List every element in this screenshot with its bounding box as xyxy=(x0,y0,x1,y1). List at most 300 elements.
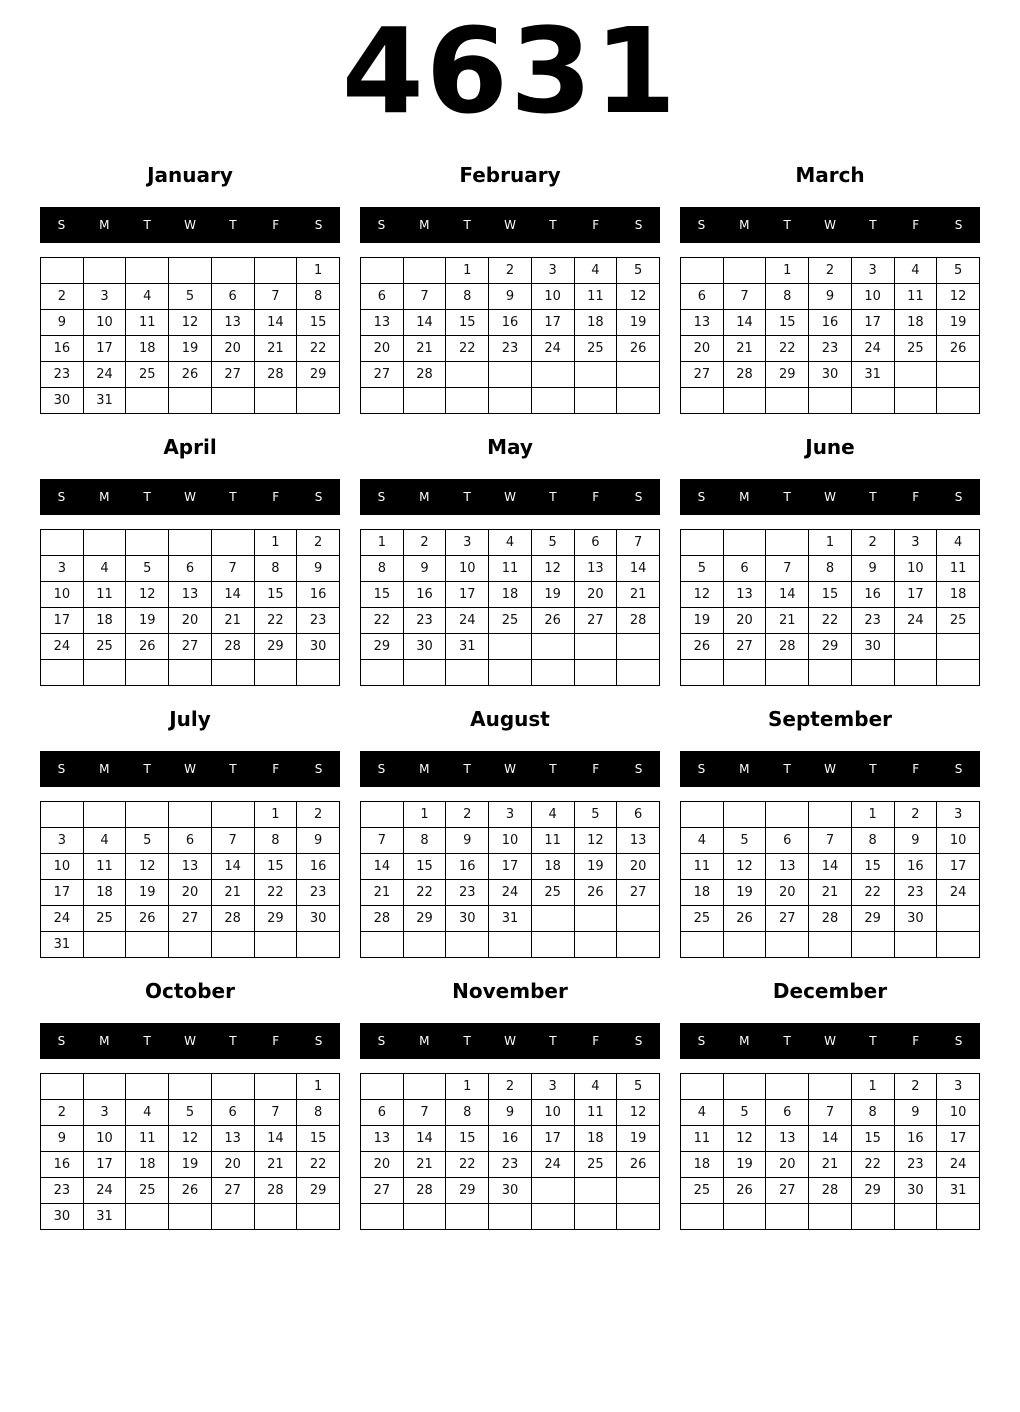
weekday-header-bar xyxy=(680,479,980,515)
empty-day-cell xyxy=(681,802,724,828)
day-cell: 22 xyxy=(297,1152,340,1178)
weekday-label: F xyxy=(592,1034,600,1048)
day-cell: 21 xyxy=(254,1152,297,1178)
empty-day-cell xyxy=(169,660,212,686)
empty-day-cell xyxy=(894,634,937,660)
week-row xyxy=(361,828,660,854)
empty-day-cell xyxy=(169,1074,212,1100)
day-cell: 31 xyxy=(489,906,532,932)
weekday-header-bar xyxy=(40,479,340,515)
weekday-label: S xyxy=(314,218,323,232)
day-cell: 16 xyxy=(851,582,894,608)
day-cell: 22 xyxy=(809,608,852,634)
week-row xyxy=(361,660,660,686)
day-cell: 17 xyxy=(83,336,126,362)
day-cell: 28 xyxy=(254,362,297,388)
weekday-label: S xyxy=(377,762,386,776)
day-cell: 10 xyxy=(446,556,489,582)
empty-day-cell xyxy=(254,932,297,958)
day-cell: 21 xyxy=(211,608,254,634)
day-cell: 21 xyxy=(809,1152,852,1178)
empty-day-cell xyxy=(574,1204,617,1230)
week-row xyxy=(681,284,980,310)
weekday-label: S xyxy=(634,490,643,504)
empty-day-cell xyxy=(254,258,297,284)
month-title: December xyxy=(772,979,888,1003)
weekday-label: T xyxy=(783,762,791,776)
day-cell: 6 xyxy=(211,284,254,310)
day-cell: 13 xyxy=(169,854,212,880)
empty-day-cell xyxy=(403,1074,446,1100)
day-cell: 23 xyxy=(403,608,446,634)
day-cell: 2 xyxy=(41,284,84,310)
weekday-label: F xyxy=(592,218,600,232)
day-cell: 16 xyxy=(809,310,852,336)
day-cell: 27 xyxy=(723,634,766,660)
day-cell: 8 xyxy=(851,1100,894,1126)
day-cell: 15 xyxy=(851,1126,894,1152)
empty-day-cell xyxy=(937,1204,980,1230)
day-cell: 29 xyxy=(361,634,404,660)
empty-day-cell xyxy=(489,362,532,388)
empty-day-cell xyxy=(574,906,617,932)
day-cell: 26 xyxy=(126,634,169,660)
week-row xyxy=(681,1152,980,1178)
weekday-label: M xyxy=(739,218,750,232)
day-cell: 30 xyxy=(297,906,340,932)
weekday-label: F xyxy=(912,1034,920,1048)
day-cell: 8 xyxy=(809,556,852,582)
empty-day-cell xyxy=(83,932,126,958)
day-cell: 15 xyxy=(297,1126,340,1152)
empty-day-cell xyxy=(83,530,126,556)
day-cell: 22 xyxy=(297,336,340,362)
month-day-grid xyxy=(40,529,340,686)
week-row xyxy=(41,854,340,880)
day-cell: 19 xyxy=(126,608,169,634)
day-cell: 15 xyxy=(851,854,894,880)
week-row xyxy=(41,932,340,958)
week-row xyxy=(361,932,660,958)
month-title: February xyxy=(459,163,561,187)
day-cell: 14 xyxy=(809,1126,852,1152)
empty-day-cell xyxy=(446,932,489,958)
empty-day-cell xyxy=(851,660,894,686)
empty-day-cell xyxy=(937,362,980,388)
day-cell: 1 xyxy=(446,1074,489,1100)
day-cell: 22 xyxy=(403,880,446,906)
day-cell: 5 xyxy=(723,1100,766,1126)
day-cell: 31 xyxy=(937,1178,980,1204)
weekday-label: T xyxy=(869,490,877,504)
day-cell: 30 xyxy=(851,634,894,660)
day-cell: 6 xyxy=(211,1100,254,1126)
empty-day-cell xyxy=(809,388,852,414)
day-cell: 21 xyxy=(403,1152,446,1178)
empty-day-cell xyxy=(617,1204,660,1230)
weekday-label: T xyxy=(869,1034,877,1048)
weekday-label: T xyxy=(549,490,557,504)
week-row xyxy=(41,362,340,388)
day-cell: 3 xyxy=(531,1074,574,1100)
day-cell: 7 xyxy=(809,828,852,854)
weekday-header-bar xyxy=(40,1023,340,1059)
day-cell: 4 xyxy=(681,1100,724,1126)
day-cell: 19 xyxy=(617,310,660,336)
empty-day-cell xyxy=(446,1204,489,1230)
day-cell: 22 xyxy=(254,608,297,634)
week-row xyxy=(681,880,980,906)
day-cell: 15 xyxy=(254,582,297,608)
empty-day-cell xyxy=(361,932,404,958)
day-cell: 20 xyxy=(766,1152,809,1178)
empty-day-cell xyxy=(297,1204,340,1230)
month-day-grid xyxy=(680,1073,980,1230)
empty-day-cell xyxy=(169,388,212,414)
day-cell: 6 xyxy=(766,828,809,854)
empty-day-cell xyxy=(937,660,980,686)
day-cell: 11 xyxy=(531,828,574,854)
day-cell: 9 xyxy=(809,284,852,310)
day-cell: 8 xyxy=(403,828,446,854)
day-cell: 12 xyxy=(531,556,574,582)
empty-day-cell xyxy=(211,1204,254,1230)
day-cell: 20 xyxy=(169,880,212,906)
day-cell: 5 xyxy=(574,802,617,828)
day-cell: 15 xyxy=(766,310,809,336)
day-cell: 14 xyxy=(766,582,809,608)
month-title: July xyxy=(169,707,211,731)
month-title: November xyxy=(452,979,568,1003)
week-row xyxy=(361,530,660,556)
week-row xyxy=(41,336,340,362)
day-cell: 30 xyxy=(446,906,489,932)
day-cell: 3 xyxy=(531,258,574,284)
day-cell: 7 xyxy=(617,530,660,556)
day-cell: 23 xyxy=(489,1152,532,1178)
month-march xyxy=(680,161,980,414)
week-row xyxy=(41,1204,340,1230)
day-cell: 20 xyxy=(361,336,404,362)
empty-day-cell xyxy=(211,802,254,828)
week-row xyxy=(681,1074,980,1100)
day-cell: 13 xyxy=(723,582,766,608)
day-cell: 30 xyxy=(489,1178,532,1204)
day-cell: 30 xyxy=(403,634,446,660)
day-cell: 4 xyxy=(894,258,937,284)
day-cell: 28 xyxy=(361,906,404,932)
day-cell: 12 xyxy=(169,310,212,336)
day-cell: 27 xyxy=(766,1178,809,1204)
day-cell: 18 xyxy=(574,1126,617,1152)
day-cell: 6 xyxy=(681,284,724,310)
day-cell: 31 xyxy=(83,1204,126,1230)
weekday-label: S xyxy=(57,218,66,232)
weekday-label: M xyxy=(739,1034,750,1048)
weekday-label: M xyxy=(419,218,430,232)
day-cell: 28 xyxy=(766,634,809,660)
day-cell: 22 xyxy=(851,880,894,906)
day-cell: 12 xyxy=(126,582,169,608)
week-row xyxy=(681,854,980,880)
day-cell: 7 xyxy=(361,828,404,854)
week-row xyxy=(681,906,980,932)
day-cell: 14 xyxy=(361,854,404,880)
month-october xyxy=(40,977,340,1230)
day-cell: 27 xyxy=(574,608,617,634)
empty-day-cell xyxy=(617,388,660,414)
weekday-header-bar xyxy=(360,479,660,515)
week-row xyxy=(681,660,980,686)
day-cell: 28 xyxy=(254,1178,297,1204)
day-cell: 29 xyxy=(809,634,852,660)
week-row xyxy=(361,336,660,362)
day-cell: 31 xyxy=(851,362,894,388)
weekday-label: M xyxy=(739,490,750,504)
empty-day-cell xyxy=(126,1204,169,1230)
empty-day-cell xyxy=(254,1074,297,1100)
day-cell: 5 xyxy=(681,556,724,582)
weekday-header-bar xyxy=(680,1023,980,1059)
day-cell: 4 xyxy=(489,530,532,556)
weekday-label: M xyxy=(99,490,110,504)
weekday-label: S xyxy=(377,1034,386,1048)
weekday-label: W xyxy=(824,762,836,776)
weekday-header-bar xyxy=(360,751,660,787)
week-row xyxy=(361,854,660,880)
week-row xyxy=(361,582,660,608)
week-row xyxy=(41,660,340,686)
empty-day-cell xyxy=(361,1204,404,1230)
weekday-label: T xyxy=(229,1034,237,1048)
day-cell: 10 xyxy=(489,828,532,854)
day-cell: 17 xyxy=(489,854,532,880)
day-cell: 21 xyxy=(361,880,404,906)
week-row xyxy=(681,1204,980,1230)
empty-day-cell xyxy=(126,802,169,828)
day-cell: 15 xyxy=(254,854,297,880)
day-cell: 1 xyxy=(254,802,297,828)
weekday-label: S xyxy=(954,762,963,776)
day-cell: 29 xyxy=(254,634,297,660)
day-cell: 9 xyxy=(894,1100,937,1126)
day-cell: 9 xyxy=(403,556,446,582)
weekday-label: W xyxy=(824,218,836,232)
day-cell: 27 xyxy=(361,1178,404,1204)
day-cell: 6 xyxy=(169,556,212,582)
weekday-label: F xyxy=(912,762,920,776)
day-cell: 25 xyxy=(126,362,169,388)
day-cell: 5 xyxy=(531,530,574,556)
day-cell: 29 xyxy=(254,906,297,932)
day-cell: 18 xyxy=(126,336,169,362)
weekday-label: T xyxy=(869,762,877,776)
weekday-label: F xyxy=(272,490,280,504)
empty-day-cell xyxy=(617,906,660,932)
week-row xyxy=(361,634,660,660)
empty-day-cell xyxy=(83,802,126,828)
month-title: May xyxy=(487,435,533,459)
day-cell: 18 xyxy=(126,1152,169,1178)
day-cell: 2 xyxy=(41,1100,84,1126)
month-november xyxy=(360,977,660,1230)
empty-day-cell xyxy=(126,388,169,414)
week-row xyxy=(361,1178,660,1204)
weekday-label: T xyxy=(143,218,151,232)
week-row xyxy=(681,608,980,634)
week-row xyxy=(361,1204,660,1230)
day-cell: 29 xyxy=(851,906,894,932)
empty-day-cell xyxy=(361,660,404,686)
weekday-label: W xyxy=(504,1034,516,1048)
empty-day-cell xyxy=(297,932,340,958)
empty-day-cell xyxy=(531,1204,574,1230)
weekday-header-bar xyxy=(680,751,980,787)
month-september xyxy=(680,705,980,958)
week-row xyxy=(361,362,660,388)
empty-day-cell xyxy=(574,932,617,958)
day-cell: 12 xyxy=(937,284,980,310)
day-cell: 21 xyxy=(809,880,852,906)
day-cell: 8 xyxy=(297,284,340,310)
day-cell: 13 xyxy=(169,582,212,608)
empty-day-cell xyxy=(126,1074,169,1100)
week-row xyxy=(681,802,980,828)
empty-day-cell xyxy=(169,932,212,958)
month-day-grid xyxy=(360,1073,660,1230)
day-cell: 24 xyxy=(446,608,489,634)
day-cell: 1 xyxy=(361,530,404,556)
weekday-label: W xyxy=(184,762,196,776)
day-cell: 3 xyxy=(851,258,894,284)
week-row xyxy=(361,802,660,828)
weekday-label: T xyxy=(783,490,791,504)
empty-day-cell xyxy=(41,1074,84,1100)
empty-day-cell xyxy=(681,932,724,958)
empty-day-cell xyxy=(723,932,766,958)
day-cell: 9 xyxy=(894,828,937,854)
day-cell: 20 xyxy=(723,608,766,634)
week-row xyxy=(681,556,980,582)
empty-day-cell xyxy=(126,932,169,958)
day-cell: 10 xyxy=(83,1126,126,1152)
day-cell: 15 xyxy=(446,310,489,336)
week-row xyxy=(41,1178,340,1204)
day-cell: 29 xyxy=(297,1178,340,1204)
week-row xyxy=(41,880,340,906)
month-may xyxy=(360,433,660,686)
week-row xyxy=(681,388,980,414)
empty-day-cell xyxy=(574,362,617,388)
weekday-label: T xyxy=(783,218,791,232)
month-april xyxy=(40,433,340,686)
empty-day-cell xyxy=(211,388,254,414)
week-row xyxy=(681,1178,980,1204)
day-cell: 2 xyxy=(894,802,937,828)
empty-day-cell xyxy=(723,660,766,686)
day-cell: 22 xyxy=(766,336,809,362)
month-january xyxy=(40,161,340,414)
week-row xyxy=(681,362,980,388)
month-day-grid xyxy=(680,801,980,958)
day-cell: 11 xyxy=(894,284,937,310)
day-cell: 14 xyxy=(211,854,254,880)
empty-day-cell xyxy=(211,932,254,958)
day-cell: 20 xyxy=(211,1152,254,1178)
month-title: September xyxy=(768,707,892,731)
day-cell: 17 xyxy=(83,1152,126,1178)
year-title: 4631 xyxy=(341,2,679,140)
day-cell: 30 xyxy=(41,1204,84,1230)
weekday-label: S xyxy=(57,1034,66,1048)
day-cell: 4 xyxy=(937,530,980,556)
day-cell: 25 xyxy=(489,608,532,634)
day-cell: 6 xyxy=(723,556,766,582)
empty-day-cell xyxy=(403,660,446,686)
week-row xyxy=(681,310,980,336)
weekday-label: S xyxy=(377,490,386,504)
empty-day-cell xyxy=(851,932,894,958)
week-row xyxy=(41,828,340,854)
empty-day-cell xyxy=(489,388,532,414)
day-cell: 25 xyxy=(83,906,126,932)
empty-day-cell xyxy=(681,1074,724,1100)
day-cell: 4 xyxy=(531,802,574,828)
week-row xyxy=(41,634,340,660)
day-cell: 16 xyxy=(297,582,340,608)
day-cell: 23 xyxy=(297,608,340,634)
day-cell: 5 xyxy=(723,828,766,854)
weekday-label: S xyxy=(314,1034,323,1048)
week-row xyxy=(41,906,340,932)
empty-day-cell xyxy=(403,258,446,284)
day-cell: 26 xyxy=(617,1152,660,1178)
weekday-header-bar xyxy=(40,207,340,243)
day-cell: 26 xyxy=(723,1178,766,1204)
empty-day-cell xyxy=(531,660,574,686)
week-row xyxy=(41,582,340,608)
day-cell: 23 xyxy=(297,880,340,906)
day-cell: 22 xyxy=(851,1152,894,1178)
empty-day-cell xyxy=(766,802,809,828)
week-row xyxy=(361,1074,660,1100)
day-cell: 19 xyxy=(681,608,724,634)
day-cell: 24 xyxy=(937,1152,980,1178)
weekday-label: T xyxy=(463,490,471,504)
day-cell: 14 xyxy=(403,1126,446,1152)
day-cell: 3 xyxy=(894,530,937,556)
weekday-label: S xyxy=(954,490,963,504)
empty-day-cell xyxy=(126,258,169,284)
week-row xyxy=(41,530,340,556)
empty-day-cell xyxy=(489,634,532,660)
day-cell: 16 xyxy=(41,336,84,362)
day-cell: 14 xyxy=(254,1126,297,1152)
month-day-grid xyxy=(360,257,660,414)
week-row xyxy=(681,932,980,958)
empty-day-cell xyxy=(723,1074,766,1100)
day-cell: 7 xyxy=(211,556,254,582)
day-cell: 13 xyxy=(574,556,617,582)
month-day-grid xyxy=(40,801,340,958)
day-cell: 9 xyxy=(489,284,532,310)
weekday-label: W xyxy=(184,218,196,232)
day-cell: 12 xyxy=(617,1100,660,1126)
empty-day-cell xyxy=(211,530,254,556)
empty-day-cell xyxy=(766,660,809,686)
empty-day-cell xyxy=(531,932,574,958)
empty-day-cell xyxy=(723,530,766,556)
